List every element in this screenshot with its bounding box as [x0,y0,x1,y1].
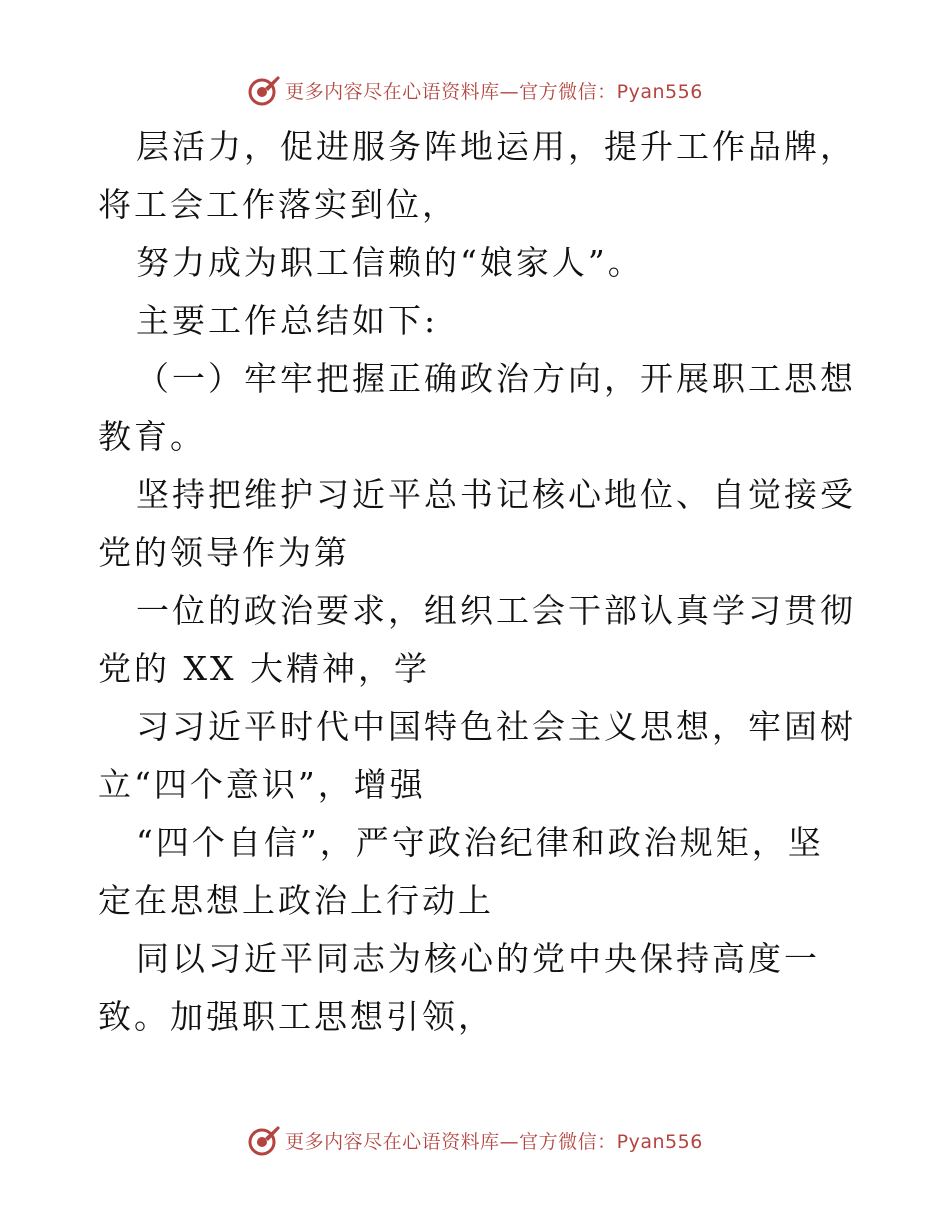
paragraph: 同以习近平同志为核心的党中央保持高度一致。加强职工思想引领， [98,939,820,1036]
paragraph: 主要工作总结如下: [136,301,439,340]
document-body [98,118,858,1046]
paragraph: 习习近平时代中国特色社会主义思想，牢固树立“四个意识”，增强 [98,707,856,804]
watermark-text: 更多内容尽在心语资料库—官方微信：Pyan556 [285,80,703,103]
watermark-text: 更多内容尽在心语资料库—官方微信：Pyan556 [285,1130,703,1153]
pen-logo-icon [247,73,281,107]
pen-logo-icon [247,1123,281,1157]
paragraph: “四个自信”，严守政治纪律和政治规矩，坚定在思想上政治上行动上 [98,823,824,920]
paragraph: 坚持把维护习近平总书记核心地位、自觉接受党的领导作为第 [98,475,856,572]
header-watermark [0,70,950,110]
paragraph: 一位的政治要求，组织工会干部认真学习贯彻党的 XX 大精神，学 [98,591,856,688]
paragraph: 层活力，促进服务阵地运用，提升工作品牌，将工会工作落实到位， [98,127,856,224]
paragraph: （一）牢牢把握正确政治方向，开展职工思想教育。 [98,359,856,456]
footer-watermark [0,1120,950,1160]
paragraph: 努力成为职工信赖的“娘家人”。 [136,243,644,282]
